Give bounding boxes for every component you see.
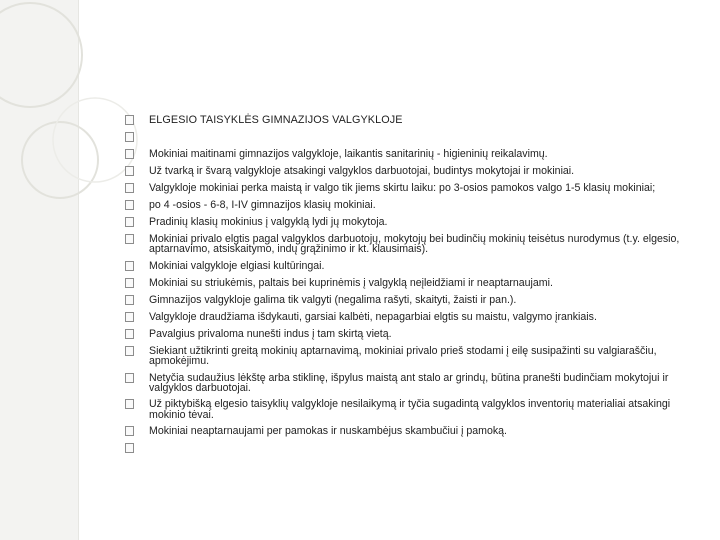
bullet-box-icon [125, 183, 134, 193]
title-row [125, 115, 695, 126]
bullet-box-icon [125, 200, 134, 210]
list-item: Mokiniai su striukėmis, paltais bei kuprinėmis į valgyklą neįleidžiami ir neaptarnaujami. [125, 278, 695, 289]
bullet-box-icon [125, 166, 134, 176]
list-item: Pradinių klasių mokinius į valgyklą lydi jų mokytoja. [125, 217, 695, 228]
bullet-box-icon [125, 426, 134, 436]
list-item: Siekiant užtikrinti greitą mokinių aptarnavimą, mokiniai privalo prieš stodami į eilę susipažinti su valgiaraščiu, apmokėjimu. [125, 346, 695, 367]
list-item: po 4 -osios - 6-8, I-IV gimnazijos klasių mokiniai. [125, 200, 695, 211]
bullet-box-icon [125, 295, 134, 305]
bullet-box-icon [125, 217, 134, 227]
list-item: Mokiniai privalo elgtis pagal valgyklos darbuotojų, mokytojų bei budinčių mokinių teisėtus nurodymus (t.y. elgesio, aptarnavimo, atsiskaitymo, indų grąžinimo ir kt. klausimais). [125, 234, 695, 255]
deco-circle-2 [22, 122, 98, 198]
bullet-box-icon [125, 149, 134, 159]
bullet-box-icon [125, 399, 134, 409]
blank-row [125, 443, 695, 454]
list-item: Mokiniai maitinami gimnazijos valgykloje, laikantis sanitarinių - higieninių reikalavimų. [125, 149, 695, 160]
bullet-box-icon [125, 115, 134, 125]
list-item: Valgykloje draudžiama išdykauti, garsiai kalbėti, nepagarbiai elgtis su maistu, valgymo įrankiais. [125, 312, 695, 323]
bullet-box-icon [125, 329, 134, 339]
bullet-box-icon [125, 373, 134, 383]
list-item: Gimnazijos valgykloje galima tik valgyti (negalima rašyti, skaityti, žaisti ir pan.). [125, 295, 695, 306]
bullet-box-icon [125, 443, 134, 453]
page-title: ELGESIO TAISYKLĖS GIMNAZIJOS VALGYKLOJE [149, 114, 403, 126]
list-item: Pavalgius privaloma nunešti indus į tam skirtą vietą. [125, 329, 695, 340]
bullet-box-icon [125, 278, 134, 288]
bullet-box-icon [125, 261, 134, 271]
blank-row [125, 132, 695, 143]
bullet-box-icon [125, 132, 134, 142]
list-item: Už piktybišką elgesio taisyklių valgykloje nesilaikymą ir tyčia sugadintą valgyklos inventorių materialiai atsakingi mokinio tėvai. [125, 399, 695, 420]
bullet-box-icon [125, 346, 134, 356]
document-body [125, 115, 695, 460]
deco-circle-1 [0, 3, 82, 107]
list-item: Netyčia sudaužius lėkštę arba stiklinę, išpylus maistą ant stalo ar grindų, būtina pranešti budinčiam mokytojui ir valgyklos darbuotojai. [125, 373, 695, 394]
bullet-box-icon [125, 312, 134, 322]
list-item: Valgykloje mokiniai perka maistą ir valgo tik jiems skirtu laiku: po 3-osios pamokos valgo 1-5 klasių mokiniai; [125, 183, 695, 194]
list-item: Už tvarką ir švarą valgykloje atsakingi valgyklos darbuotojai, budintys mokytojai ir mokiniai. [125, 166, 695, 177]
bullet-box-icon [125, 234, 134, 244]
list-item: Mokiniai valgykloje elgiasi kultūringai. [125, 261, 695, 272]
list-item: Mokiniai neaptarnaujami per pamokas ir nuskambėjus skambučiui į pamoką. [125, 426, 695, 437]
